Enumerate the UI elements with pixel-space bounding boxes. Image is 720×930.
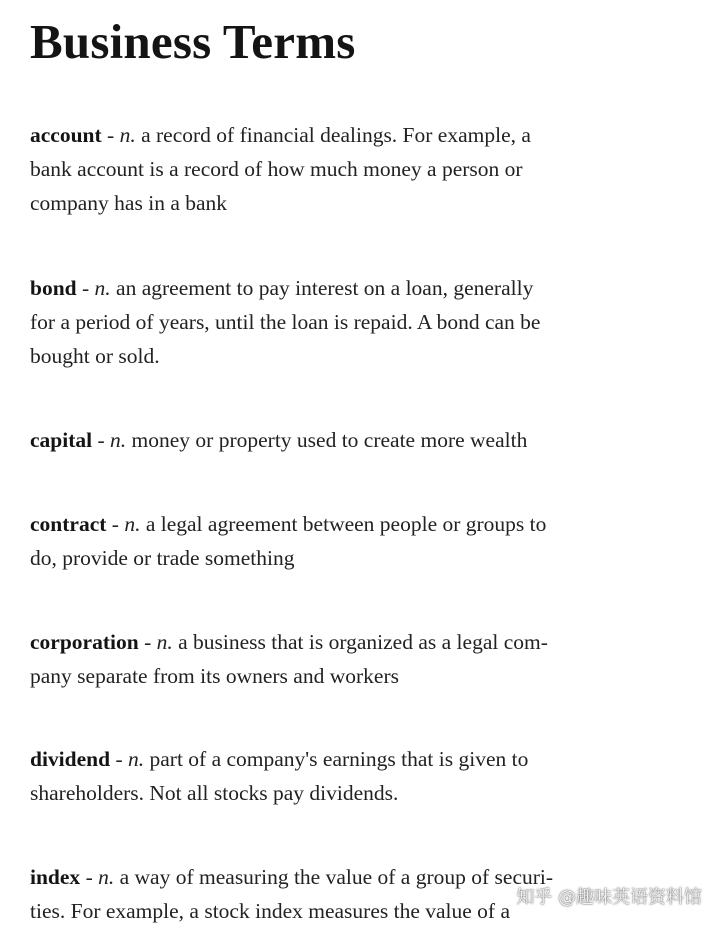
definition-text: a legal agreement between people or groups to [145, 512, 547, 536]
definition-line: do, provide or trade something [30, 546, 295, 570]
part-of-speech: n. [156, 630, 173, 654]
entry-line [30, 271, 660, 305]
entry-separator: - [82, 276, 90, 300]
entry-separator: - [97, 428, 105, 452]
glossary-entry-contract [30, 507, 660, 575]
part-of-speech: n. [119, 123, 136, 147]
entry-line [30, 118, 660, 152]
definition-line: company has in a bank [30, 191, 228, 215]
definition-text: a way of measuring the value of a group of securi- [119, 865, 554, 889]
entry-term: bond [30, 276, 77, 300]
definition-text: a business that is organized as a legal com- [178, 630, 548, 654]
definition-text: a record of financial dealings. For example, a [141, 123, 531, 147]
definition-text: an agreement to pay interest on a loan, generally [116, 276, 534, 300]
glossary-entry-corporation [30, 625, 660, 693]
glossary-entry-dividend [30, 742, 660, 810]
entry-term: corporation [30, 630, 139, 654]
definition-line: bought or sold. [30, 344, 160, 368]
definition-line: bank account is a record of how much money a person or [30, 157, 523, 181]
entry-term: account [30, 123, 102, 147]
entry-line [30, 742, 660, 776]
entry-separator: - [144, 630, 152, 654]
part-of-speech: n. [128, 747, 145, 771]
entry-line [30, 625, 660, 659]
entry-separator: - [107, 123, 115, 147]
entry-term: capital [30, 428, 93, 452]
definition-line: shareholders. Not all stocks pay dividends. [30, 781, 399, 805]
watermark: 知乎 @趣味英语资料馆 [516, 887, 702, 908]
part-of-speech: n. [110, 428, 127, 452]
entry-line [30, 423, 660, 457]
part-of-speech: n. [124, 512, 141, 536]
entry-term: contract [30, 512, 107, 536]
page-title: Business Terms [30, 14, 356, 69]
entry-term: dividend [30, 747, 111, 771]
definition-line: pany separate from its owners and workers [30, 664, 399, 688]
definition-text: money or property used to create more wealth [131, 428, 528, 452]
definition-line: for a period of years, until the loan is repaid. A bond can be [30, 310, 541, 334]
glossary-entry-capital [30, 423, 660, 457]
part-of-speech: n. [94, 276, 111, 300]
glossary-entry-bond [30, 271, 660, 373]
glossary-entry-account [30, 118, 660, 220]
part-of-speech: n. [98, 865, 115, 889]
definition-text: part of a company's earnings that is given to [149, 747, 529, 771]
entry-separator: - [111, 512, 119, 536]
entry-separator: - [115, 747, 123, 771]
definition-line: ties. For example, a stock index measures the value of a [30, 899, 511, 923]
entry-term: index [30, 865, 81, 889]
entry-line [30, 507, 660, 541]
entry-separator: - [85, 865, 93, 889]
